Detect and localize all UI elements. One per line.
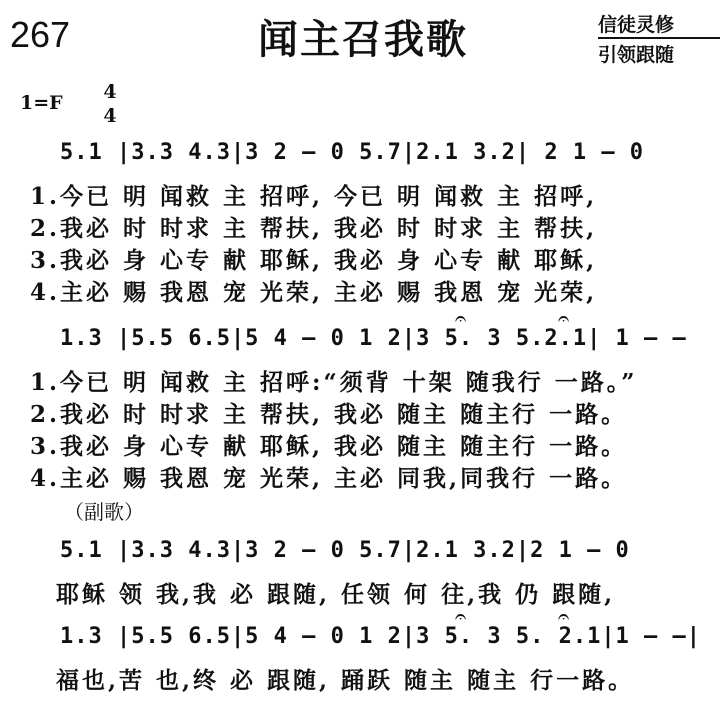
lyric-line: 2.我必 时 时求 主 帮扶, 我必 随主 随主行 一路。: [30, 401, 628, 428]
notation-line-1: 5.1 |3.3 4.3|3 2 — 0 5.7|2.1 3.2| 2 1 — 0: [60, 140, 645, 165]
lyric-line: 1.今已 明 闻救 主 招呼, 今已 明 闻救 主 招呼,: [30, 183, 598, 210]
time-signature: [100, 80, 120, 128]
time-signature-top: 4: [103, 81, 117, 103]
chorus-lyric-line: 福也,苦 也,终 必 跟随, 踊跃 随主 随主 行一路。: [56, 667, 635, 694]
hymn-title: 闻主召我歌: [258, 17, 468, 63]
notation-line-2: 1.3 |5.5 6.5|5 4 — 0 1 2|3 5. 3 5.2.1| 1 — —: [60, 326, 687, 351]
credit-divider: [598, 37, 720, 39]
chorus-notation-line-1: 5.1 |3.3 4.3|3 2 — 0 5.7|2.1 3.2|2 1 — 0: [60, 538, 630, 563]
fermata-icon: 𝄐: [455, 604, 467, 628]
fermata-icon: 𝄐: [558, 604, 570, 628]
key-signature: 1=F: [20, 92, 63, 114]
fermata-icon: 𝄐: [558, 306, 570, 330]
chorus-notation-line-2: 1.3 |5.5 6.5|5 4 — 0 1 2|3 5. 3 5. 2.1|1 — —|: [60, 624, 702, 649]
lyric-line: 4.主必 赐 我恩 宠 光荣, 主必 同我,同我行 一路。: [30, 465, 628, 492]
credit-line-1: 信徒灵修: [598, 14, 675, 36]
chorus-lyric-line: 耶稣 领 我,我 必 跟随, 任领 何 往,我 仍 跟随,: [56, 581, 616, 608]
hymn-number: 267: [10, 14, 71, 55]
lyric-line: 2.我必 时 时求 主 帮扶, 我必 时 时求 主 帮扶,: [30, 215, 598, 242]
lyric-line: 1.今已 明 闻救 主 招呼:“须背 十架 随我行 一路。”: [30, 369, 638, 396]
fermata-icon: 𝄐: [455, 306, 467, 330]
chorus-label: （副歌）: [64, 500, 144, 524]
time-signature-bottom: 4: [103, 105, 117, 127]
lyric-line: 3.我必 身 心专 献 耶稣, 我必 随主 随主行 一路。: [30, 433, 628, 460]
lyric-line: 4.主必 赐 我恩 宠 光荣, 主必 赐 我恩 宠 光荣,: [30, 279, 598, 306]
lyric-line: 3.我必 身 心专 献 耶稣, 我必 身 心专 献 耶稣,: [30, 247, 598, 274]
credit-line-2: 引领跟随: [598, 44, 675, 66]
